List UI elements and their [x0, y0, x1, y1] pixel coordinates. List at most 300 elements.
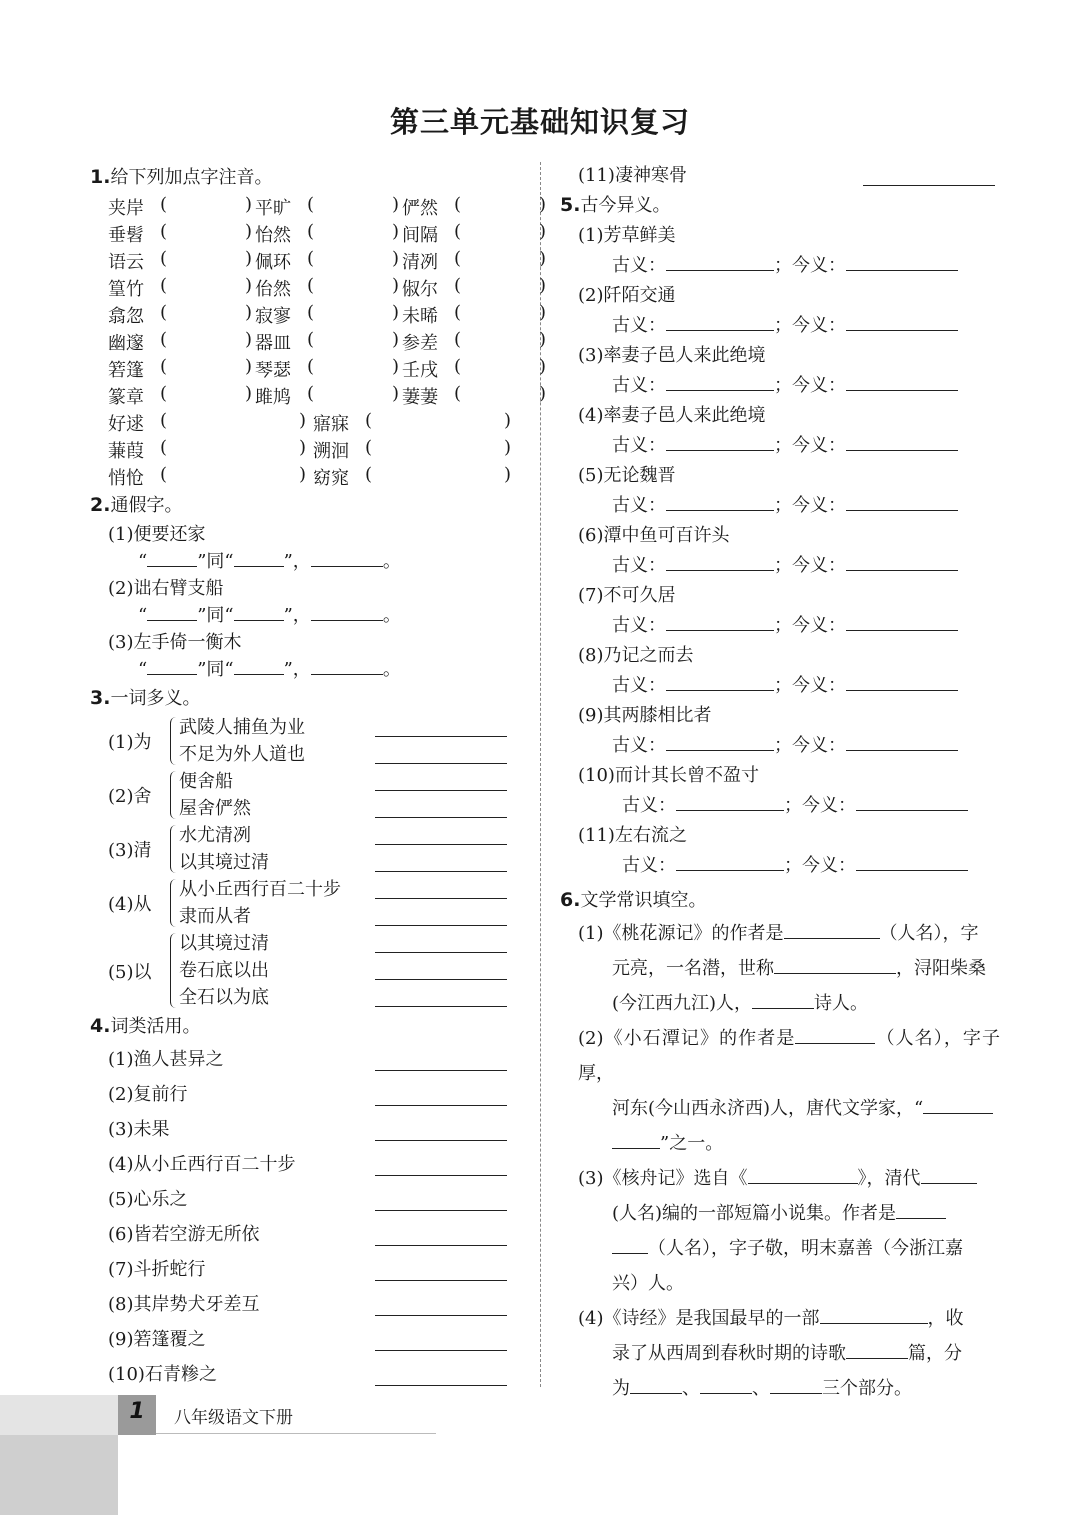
sentence-text: 不足为外人道也	[179, 744, 305, 765]
close-paren: )	[504, 463, 512, 485]
blank[interactable]	[234, 658, 284, 675]
blank[interactable]	[856, 854, 968, 871]
word-class-item	[108, 1287, 520, 1322]
gu-label: 古义：	[612, 555, 666, 576]
tongjia-answer	[138, 548, 520, 575]
close-paren: )	[245, 247, 253, 269]
word: 蒹葭	[108, 440, 144, 462]
pinyin-item	[108, 275, 255, 301]
pinyin-answer[interactable]	[454, 275, 549, 301]
open-paren: (	[365, 409, 373, 431]
blank[interactable]	[666, 434, 774, 451]
sep: ；	[774, 615, 792, 636]
polysemy-item-11: (11)凄神寒骨	[578, 162, 1000, 190]
blank[interactable]	[666, 314, 774, 331]
tongjia-item: (1)便要还家	[108, 524, 206, 545]
word: 清冽	[402, 251, 438, 273]
pinyin-answer[interactable]	[160, 410, 310, 436]
pinyin-item	[108, 194, 255, 220]
pinyin-answer[interactable]	[307, 194, 402, 220]
sentence-text: 屋舍俨然	[179, 798, 251, 819]
polysemy-sentence	[179, 849, 269, 876]
pinyin-item	[313, 437, 518, 463]
blank[interactable]	[630, 1377, 682, 1394]
jin-label: 今义：	[792, 495, 846, 516]
pinyin-answer[interactable]	[307, 221, 402, 247]
sep: ；	[774, 315, 792, 336]
pinyin-item	[402, 248, 549, 274]
open-paren: (	[454, 328, 462, 350]
close-paren: )	[392, 328, 400, 350]
item-text: (10)石青糁之	[108, 1364, 217, 1385]
pinyin-item	[255, 248, 402, 274]
pinyin-answer[interactable]	[160, 275, 255, 301]
item-text: (3)未果	[108, 1119, 170, 1140]
polysemy-sentences	[179, 768, 251, 822]
word-class-item	[108, 1217, 520, 1252]
word: 平旷	[255, 197, 291, 219]
polysemy-sentence	[179, 822, 269, 849]
word: 垂髫	[108, 224, 144, 246]
answer-line[interactable]	[375, 763, 507, 764]
blank[interactable]	[666, 494, 774, 511]
answer-line[interactable]	[375, 925, 507, 926]
word: 雎鸠	[255, 386, 291, 408]
open-paren: (	[160, 193, 168, 215]
blank[interactable]	[676, 854, 784, 871]
answer-line[interactable]	[375, 1385, 507, 1386]
item-text: (5)心乐之	[108, 1189, 188, 1210]
pinyin-answer[interactable]	[365, 464, 515, 490]
pinyin-item	[108, 410, 313, 436]
jin-label: 今义：	[802, 795, 856, 816]
quote: ”同“	[197, 551, 234, 572]
word: 萋萋	[402, 386, 438, 408]
item-text: (1)渔人甚异之	[108, 1049, 224, 1070]
page-title: 第三单元基础知识复习	[389, 105, 690, 139]
blank[interactable]	[846, 674, 958, 691]
jin-label: 今义：	[802, 855, 856, 876]
polysemy-group	[108, 876, 520, 930]
pinyin-item	[402, 383, 549, 409]
pinyin-answer[interactable]	[307, 329, 402, 355]
pinyin-item	[402, 194, 549, 220]
word-class-item	[108, 1252, 520, 1287]
pinyin-answer[interactable]	[160, 194, 255, 220]
polysemy-sentence	[179, 930, 269, 957]
polysemy-group	[108, 822, 520, 876]
sentence-text: 卷石底以出	[179, 960, 269, 981]
quote: ”，	[283, 659, 311, 680]
close-paren: )	[392, 193, 400, 215]
close-paren: )	[392, 382, 400, 404]
sentence-text: 隶而从者	[179, 906, 251, 927]
brace	[170, 825, 177, 873]
gujin-answer	[612, 311, 1000, 341]
word: 寤寐	[313, 413, 349, 435]
pinyin-answer[interactable]	[454, 248, 549, 274]
item-text: (4)从小丘西行百二十步	[108, 1154, 296, 1175]
word: 悄怆	[108, 467, 144, 489]
word: 篁竹	[108, 278, 144, 300]
answer-line[interactable]	[375, 1175, 507, 1176]
close-paren: )	[245, 328, 253, 350]
pinyin-answer[interactable]	[160, 221, 255, 247]
blank[interactable]	[784, 922, 880, 939]
period: 。	[382, 551, 401, 572]
blank[interactable]	[752, 992, 814, 1009]
pinyin-answer[interactable]	[307, 356, 402, 382]
open-paren: (	[307, 274, 315, 296]
word-class-item	[108, 1357, 520, 1392]
answer-line[interactable]	[375, 1105, 507, 1106]
gu-label: 古义：	[622, 855, 676, 876]
polysemy-group	[108, 768, 520, 822]
word: 未晞	[402, 305, 438, 327]
gujin-item: (3)率妻子邑人来此绝境	[578, 345, 766, 366]
gujin-answer	[612, 371, 1000, 401]
period: 。	[382, 605, 401, 626]
close-paren: )	[392, 247, 400, 269]
close-paren: )	[392, 355, 400, 377]
pinyin-answer[interactable]	[160, 464, 310, 490]
blank[interactable]	[770, 1377, 822, 1394]
blank[interactable]	[846, 314, 958, 331]
close-paren: )	[504, 409, 512, 431]
pinyin-answer[interactable]	[307, 383, 402, 409]
close-paren: )	[245, 274, 253, 296]
literature-q4: (4)《诗经》是我国最早的一部 ，收	[578, 1308, 964, 1329]
pinyin-answer[interactable]	[307, 275, 402, 301]
pinyin-item	[402, 356, 549, 382]
corner-block-light	[0, 1395, 118, 1435]
open-paren: (	[307, 355, 315, 377]
pinyin-item	[108, 302, 255, 328]
close-paren: )	[539, 355, 547, 377]
word: 佩环	[255, 251, 291, 273]
close-paren: )	[504, 436, 512, 458]
sep: ；	[774, 735, 792, 756]
close-paren: )	[392, 220, 400, 242]
literature-q3-line3: （人名），字子敬，明末嘉善（今浙江嘉	[612, 1231, 1000, 1266]
gu-label: 古义：	[612, 375, 666, 396]
blank[interactable]	[748, 1167, 858, 1184]
blank[interactable]	[820, 1307, 928, 1324]
open-paren: (	[307, 382, 315, 404]
answer-line[interactable]	[375, 1070, 507, 1071]
jin-label: 今义：	[792, 375, 846, 396]
tongjia-item: (2)诎右臂支船	[108, 578, 224, 599]
pinyin-row	[108, 274, 547, 301]
blank[interactable]	[846, 1342, 908, 1359]
blank[interactable]	[846, 254, 958, 271]
blank[interactable]	[311, 550, 383, 567]
tongjia-answer	[138, 602, 520, 629]
blank[interactable]	[846, 734, 958, 751]
blank[interactable]	[774, 957, 896, 974]
brace	[170, 717, 177, 765]
item-text: (8)其岸势犬牙差互	[108, 1294, 260, 1315]
pinyin-answer[interactable]	[365, 410, 515, 436]
sep: ；	[784, 795, 802, 816]
gujin-answer	[612, 491, 1000, 521]
pinyin-row	[108, 355, 547, 382]
literature-q4-line2: 录了从西周到春秋时期的诗歌 篇，分	[612, 1343, 962, 1364]
word: 幽邃	[108, 332, 144, 354]
polysemy-word: (3)清	[108, 840, 152, 861]
blank[interactable]	[147, 550, 197, 567]
pinyin-answer[interactable]	[454, 329, 549, 355]
polysemy-sentence	[179, 714, 305, 741]
open-paren: (	[454, 301, 462, 323]
jin-label: 今义：	[792, 255, 846, 276]
pinyin-answer[interactable]	[160, 329, 255, 355]
blank[interactable]	[921, 1167, 977, 1184]
section-5-heading: 5.古今异义。	[560, 194, 671, 216]
word-class-item	[108, 1322, 520, 1357]
word: 语云	[108, 251, 144, 273]
close-paren: )	[245, 382, 253, 404]
polysemy-sentences	[179, 876, 341, 930]
literature-q3-line4: 兴）人。	[612, 1273, 684, 1294]
pinyin-answer[interactable]	[307, 248, 402, 274]
quote: ”同“	[197, 659, 234, 680]
pinyin-item	[108, 383, 255, 409]
answer-line[interactable]	[863, 185, 995, 186]
literature-q4-line3: 为 、 、 三个部分。	[612, 1378, 912, 1399]
sentence-text: 以其境过清	[179, 852, 269, 873]
open-paren: (	[454, 274, 462, 296]
blank[interactable]	[234, 550, 284, 567]
section-1-heading: 1.给下列加点字注音。	[90, 166, 273, 188]
answer-line[interactable]	[375, 817, 507, 818]
gu-label: 古义：	[612, 435, 666, 456]
pinyin-grid	[108, 193, 547, 490]
jin-label: 今义：	[792, 675, 846, 696]
pinyin-answer[interactable]	[307, 302, 402, 328]
section-6-heading: 6.文学常识填空。	[560, 889, 707, 911]
blank[interactable]	[311, 604, 383, 621]
close-paren: )	[539, 274, 547, 296]
page-number: 1	[118, 1395, 156, 1435]
word: 壬戌	[402, 359, 438, 381]
corner-block	[0, 1435, 118, 1515]
close-paren: )	[245, 301, 253, 323]
jin-label: 今义：	[792, 435, 846, 456]
gu-label: 古义：	[612, 315, 666, 336]
pinyin-answer[interactable]	[160, 302, 255, 328]
word-class-item	[108, 1182, 520, 1217]
close-paren: )	[299, 409, 307, 431]
blank[interactable]	[311, 658, 383, 675]
pinyin-item	[255, 194, 402, 220]
answer-line[interactable]	[375, 736, 507, 737]
pinyin-item	[108, 464, 313, 490]
open-paren: (	[365, 463, 373, 485]
left-column	[90, 162, 547, 1392]
polysemy-sentences	[179, 930, 269, 1011]
sentence-text: 以其境过清	[179, 933, 269, 954]
answer-line[interactable]	[375, 1006, 507, 1007]
sep: ；	[784, 855, 802, 876]
word: 俶尔	[402, 278, 438, 300]
gujin-answer	[612, 671, 1000, 701]
sep: ；	[774, 255, 792, 276]
pinyin-row	[108, 436, 520, 463]
open-paren: (	[160, 220, 168, 242]
blank[interactable]	[676, 794, 784, 811]
blank[interactable]	[846, 554, 958, 571]
blank[interactable]	[666, 254, 774, 271]
polysemy-sentence	[179, 768, 251, 795]
pinyin-item	[108, 221, 255, 247]
pinyin-item	[255, 275, 402, 301]
item-text: (7)斗折蛇行	[108, 1259, 206, 1280]
open-paren: (	[307, 220, 315, 242]
gujin-answer	[612, 611, 1000, 641]
blank[interactable]	[846, 614, 958, 631]
answer-line[interactable]	[375, 790, 507, 791]
gu-label: 古义：	[612, 255, 666, 276]
literature-fill	[560, 916, 1000, 1406]
blank[interactable]	[612, 1132, 660, 1149]
word: 俨然	[402, 197, 438, 219]
word-class-item	[108, 1077, 520, 1112]
close-paren: )	[539, 220, 547, 242]
quote: ”，	[283, 605, 311, 626]
blank[interactable]	[923, 1097, 993, 1114]
quote: “	[138, 551, 148, 572]
polysemy-sentence	[179, 795, 251, 822]
sentence-text: 便舍船	[179, 771, 233, 792]
answer-line[interactable]	[375, 1315, 507, 1316]
answer-line[interactable]	[375, 1350, 507, 1351]
blank[interactable]	[856, 794, 968, 811]
word: 箬篷	[108, 359, 144, 381]
right-column	[560, 162, 1000, 1406]
blank[interactable]	[147, 658, 197, 675]
open-paren: (	[160, 355, 168, 377]
answer-line[interactable]	[375, 1245, 507, 1246]
gujin-answer	[612, 251, 1000, 281]
pinyin-item	[255, 356, 402, 382]
sep: ；	[774, 375, 792, 396]
blank[interactable]	[666, 554, 774, 571]
blank[interactable]	[666, 374, 774, 391]
blank[interactable]	[846, 374, 958, 391]
pinyin-row	[108, 193, 547, 220]
pinyin-answer[interactable]	[454, 383, 549, 409]
word: 怡然	[255, 224, 291, 246]
literature-q1: (1)《桃花源记》的作者是 （人名），字	[578, 923, 979, 944]
blank[interactable]	[147, 604, 197, 621]
pinyin-item	[108, 437, 313, 463]
word: 翕忽	[108, 305, 144, 327]
gujin-item: (4)率妻子邑人来此绝境	[578, 405, 766, 426]
pinyin-answer[interactable]	[454, 302, 549, 328]
answer-line[interactable]	[375, 952, 507, 953]
polysemy-word: (1)为	[108, 732, 152, 753]
blank[interactable]	[234, 604, 284, 621]
pinyin-answer[interactable]	[454, 356, 549, 382]
word: 篆章	[108, 386, 144, 408]
sep: ；	[774, 675, 792, 696]
answer-line[interactable]	[375, 1140, 507, 1141]
pinyin-item	[108, 248, 255, 274]
gu-label: 古义：	[612, 615, 666, 636]
sep: ；	[774, 495, 792, 516]
answer-line[interactable]	[375, 898, 507, 899]
blank[interactable]	[846, 434, 958, 451]
section-4-heading: 4.词类活用。	[90, 1015, 201, 1037]
answer-line[interactable]	[375, 871, 507, 872]
pinyin-item	[108, 329, 255, 355]
jin-label: 今义：	[792, 735, 846, 756]
blank[interactable]	[795, 1027, 875, 1044]
gujin-item: (5)无论魏晋	[578, 465, 676, 486]
gujin-item: (7)不可久居	[578, 585, 676, 606]
pinyin-answer[interactable]	[160, 248, 255, 274]
quote: ”，	[283, 551, 311, 572]
footer-rule	[156, 1433, 436, 1434]
pinyin-answer[interactable]	[160, 383, 255, 409]
quote: “	[138, 605, 148, 626]
answer-line[interactable]	[375, 979, 507, 980]
jin-label: 今义：	[792, 555, 846, 576]
pinyin-answer[interactable]	[454, 194, 549, 220]
gujin-item: (8)乃记之而去	[578, 645, 694, 666]
blank[interactable]	[666, 734, 774, 751]
blank[interactable]	[846, 494, 958, 511]
word: 器皿	[255, 332, 291, 354]
gu-label: 古义：	[612, 495, 666, 516]
pinyin-row	[108, 220, 547, 247]
blank[interactable]	[612, 1237, 648, 1254]
period: 。	[382, 659, 401, 680]
open-paren: (	[160, 301, 168, 323]
word: 夹岸	[108, 197, 144, 219]
gujin-item: (10)而计其长曾不盈寸	[578, 765, 759, 786]
answer-line[interactable]	[375, 844, 507, 845]
polysemy-sentences	[179, 822, 269, 876]
pinyin-item	[402, 329, 549, 355]
open-paren: (	[160, 463, 168, 485]
open-paren: (	[160, 247, 168, 269]
blank[interactable]	[700, 1377, 752, 1394]
answer-line[interactable]	[375, 1210, 507, 1211]
pinyin-answer[interactable]	[160, 356, 255, 382]
blank[interactable]	[666, 614, 774, 631]
blank[interactable]	[666, 674, 774, 691]
answer-line[interactable]	[375, 1280, 507, 1281]
pinyin-answer[interactable]	[365, 437, 515, 463]
word-class-item	[108, 1112, 520, 1147]
sentence-text: 水尤清冽	[179, 825, 251, 846]
section-2-heading: 2.通假字。	[90, 494, 183, 516]
literature-q3-line2: (人名)编的一部短篇小说集。作者是	[612, 1196, 1000, 1231]
open-paren: (	[454, 247, 462, 269]
pinyin-answer[interactable]	[160, 437, 310, 463]
brace	[170, 879, 177, 927]
gujin-answer	[612, 731, 1000, 761]
blank[interactable]	[896, 1202, 946, 1219]
brace	[170, 771, 177, 819]
gujin-answer	[622, 851, 1000, 881]
sentence-text: 全石以为底	[179, 987, 269, 1008]
pinyin-item	[255, 302, 402, 328]
book-title: 八年级语文下册	[174, 1408, 293, 1428]
pinyin-answer[interactable]	[454, 221, 549, 247]
